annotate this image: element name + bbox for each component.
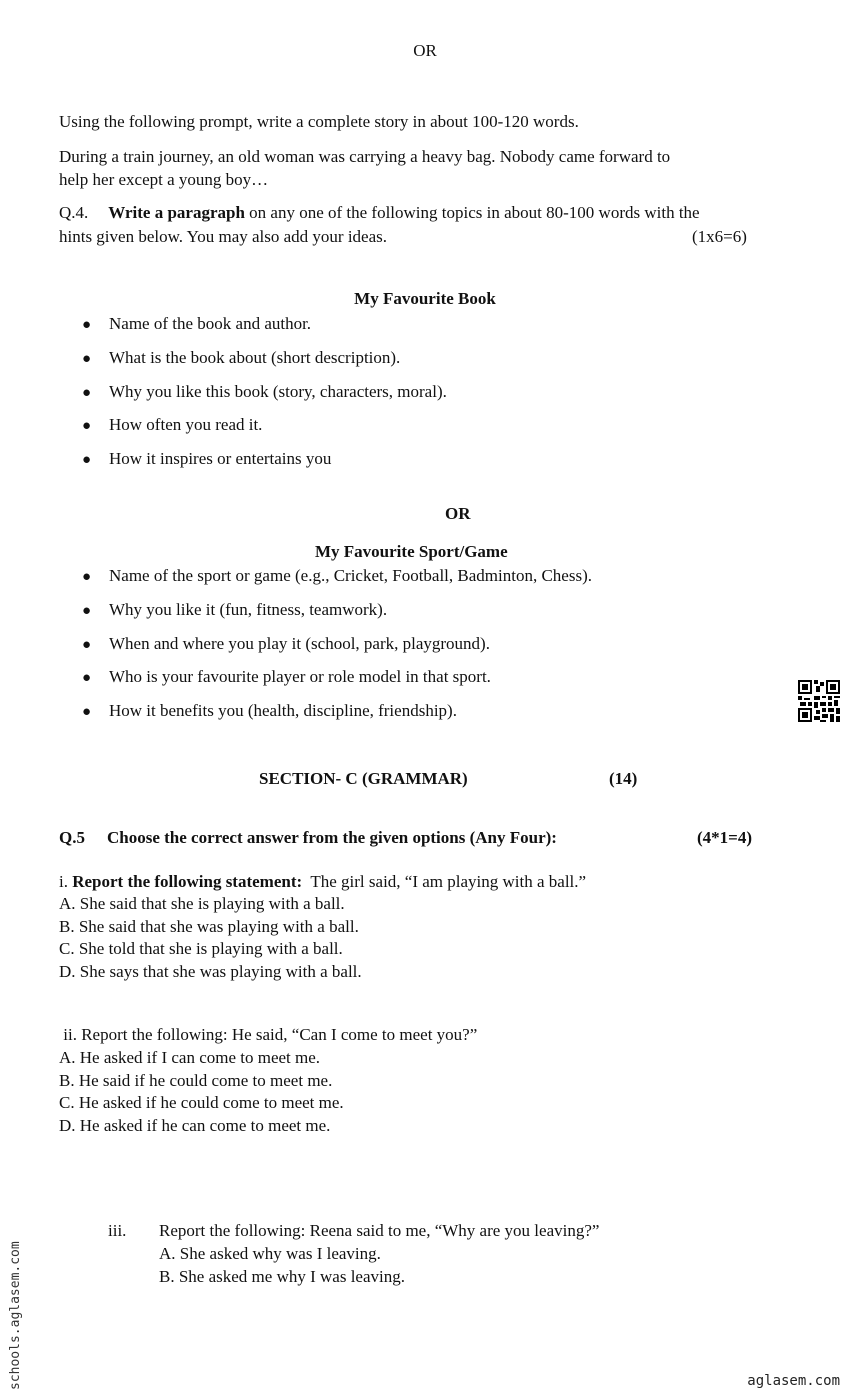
sport-hints [82, 566, 592, 735]
q5-any: (Any Four): [465, 828, 557, 847]
q5-heading [59, 828, 557, 848]
option: D. She says that she was playing with a ball. [59, 961, 362, 981]
qi-options [59, 893, 362, 983]
sport-title: My Favourite Sport/Game [315, 542, 508, 561]
q4-marks: (1x6=6) [692, 227, 747, 246]
q4-line-1 [59, 203, 700, 223]
q4-number: Q.4. [59, 203, 89, 222]
qi-prefix: i. [59, 872, 73, 891]
bullet-icon: ● [82, 418, 92, 435]
bullet-icon: ● [82, 704, 92, 721]
list-item: ● Why you like this book (story, characters, moral). [82, 381, 447, 401]
q5-number: Q.5 [59, 828, 85, 847]
section-c-marks: (14) [609, 769, 638, 788]
q4-line-2: hints given below. You may also add your ideas. [59, 227, 388, 246]
story-prompt: Using the following prompt, write a complete story in about 100-120 words. [59, 112, 579, 131]
list-item: ● Who is your favourite player or role model in that sport. [82, 667, 491, 687]
option: B. She asked me why I was leaving. [159, 1266, 405, 1286]
qiii-options [159, 1243, 405, 1288]
option: A. He asked if I can come to meet me. [59, 1048, 321, 1067]
question-i [59, 872, 586, 892]
bullet-icon: ● [82, 602, 92, 619]
list-item: ● Name of the book and author. [82, 314, 312, 333]
list-item: ● How it benefits you (health, discipline, friendship). [82, 701, 457, 721]
section-c-title: SECTION- C (GRAMMAR) [259, 769, 468, 788]
bottom-watermark: aglasem.com [747, 1373, 840, 1389]
bullet-icon: ● [82, 636, 92, 653]
bullet-icon: ● [82, 317, 92, 333]
list-item: ● Why you like it (fun, fitness, teamwork). [82, 599, 388, 619]
q5-marks: (4*1=4) [697, 828, 753, 847]
book-hints [82, 314, 447, 483]
list-item: ● Name of the sport or game (e.g., Cricket, Football, Badminton, Chess). [82, 566, 592, 585]
qi-text: The girl said, “I am playing with a ball.” [302, 872, 587, 891]
story-line-1: During a train journey, an old woman was carrying a heavy bag. Nobody came forward to [59, 147, 671, 166]
list-item: ● How it inspires or entertains you [82, 449, 332, 469]
top-or: OR [413, 41, 437, 60]
list-item: ● How often you read it. [82, 415, 263, 435]
q4-rest: on any one of the following topics in about 80-100 words with the [244, 203, 700, 222]
q5-text: Choose the correct answer from the given options [106, 828, 466, 847]
bullet-icon: ● [82, 350, 92, 367]
question-ii: ii. Report the following: He said, “Can I come to meet you?” [59, 1025, 478, 1044]
bullet-icon: ● [82, 384, 92, 401]
option: B. He said if he could come to meet me. [59, 1070, 333, 1090]
q4-bold: Write a paragraph [108, 203, 245, 222]
story-line-2: help her except a young boy… [59, 170, 269, 189]
qr-code-icon [798, 680, 840, 722]
qii-options [59, 1047, 344, 1137]
option: B. She said that she was playing with a ball. [59, 916, 359, 936]
list-item: ● What is the book about (short description). [82, 347, 401, 367]
bullet-icon: ● [82, 452, 92, 469]
option: C. He asked if he could come to meet me. [59, 1093, 344, 1112]
side-watermark: schools.aglasem.com [8, 1241, 23, 1390]
book-title: My Favourite Book [354, 289, 496, 308]
list-item: ● When and where you play it (school, park, playground). [82, 633, 490, 653]
qiii-number: iii. [108, 1221, 127, 1240]
middle-or: OR [445, 504, 471, 523]
question-iii: Report the following: Reena said to me, “Why are you leaving?” [159, 1221, 600, 1240]
option: A. She said that she is playing with a ball. [59, 894, 345, 913]
option: A. She asked why was I leaving. [159, 1244, 381, 1263]
option: D. He asked if he can come to meet me. [59, 1115, 331, 1135]
option: C. She told that she is playing with a ball. [59, 939, 343, 958]
qi-bold: Report the following statement: [72, 872, 303, 891]
bullet-icon: ● [82, 670, 92, 687]
bullet-icon: ● [82, 569, 92, 585]
